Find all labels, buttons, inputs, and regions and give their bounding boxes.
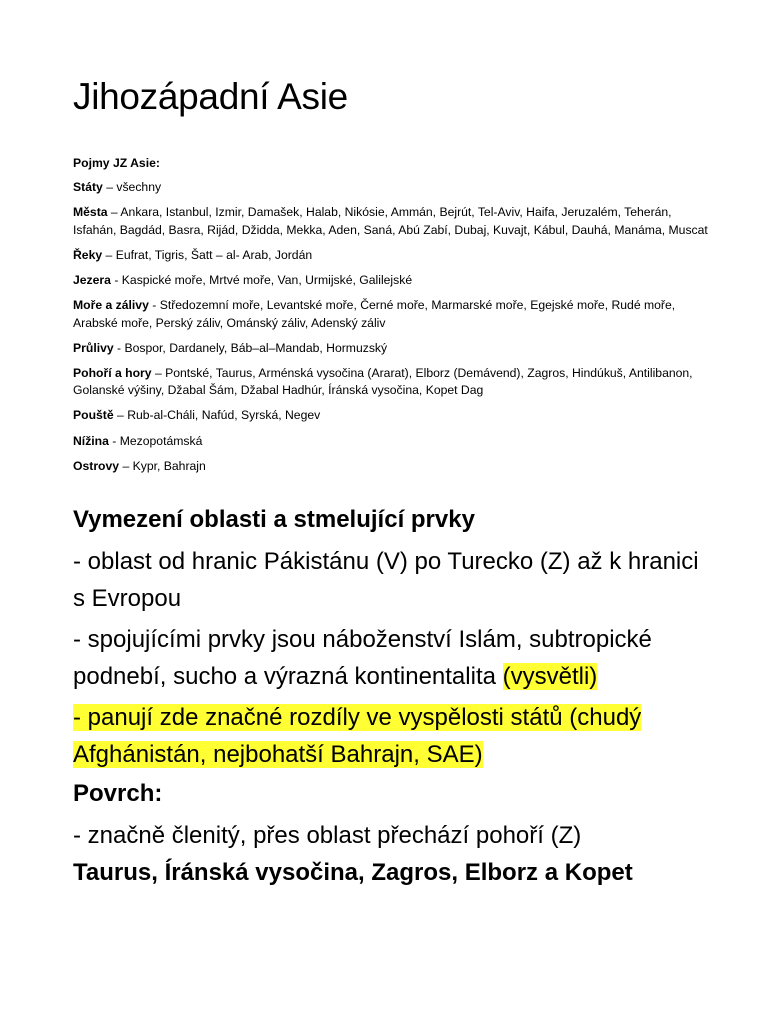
term-label: Státy xyxy=(73,180,103,194)
highlight-rozdily: - panují zde značné rozdíly ve vyspělosti států (chudý Afghánistán, nejbohatší Bahrajn, SAE) xyxy=(73,704,642,768)
term-mesta xyxy=(73,204,708,239)
paragraph-bold-mountains: Taurus, Íránská vysočina, Zagros, Elborz a Kopet xyxy=(73,859,633,886)
term-pouste xyxy=(73,407,708,425)
paragraph-oblast: - oblast od hranic Pákistánu (V) po Turecko (Z) až k hranici s Evropou xyxy=(73,548,699,612)
term-ostrovy xyxy=(73,458,708,476)
term-pruliv xyxy=(73,340,708,358)
term-text: – Eufrat, Tigris, Šatt – al- Arab, Jordán xyxy=(102,247,313,262)
term-text: – Kypr, Bahrajn xyxy=(119,458,206,473)
term-text: - Kaspické moře, Mrtvé moře, Van, Urmijské, Galilejské xyxy=(110,272,413,287)
term-label: Ostrovy xyxy=(73,458,120,473)
term-label: Řeky xyxy=(73,247,103,262)
term-label: Nížina xyxy=(73,433,109,448)
paragraph-text: - značně členitý, přes oblast přechází pohoří (Z) xyxy=(73,822,582,849)
term-jezera xyxy=(73,272,708,290)
term-label: Města xyxy=(73,205,108,220)
term-label: Průlivy xyxy=(73,340,114,355)
term-more xyxy=(73,297,708,332)
term-label: Pohoří a hory xyxy=(73,365,152,380)
term-staty xyxy=(73,179,708,197)
term-label: Jezera xyxy=(73,272,111,287)
term-text: – Ankara, Istanbul, Izmir, Damašek, Halab, Nikósie, Ammán, Bejrút, Tel-Aviv, Haifa, Jeruzalém, Teherán, Isfahán, Bagdád, Basra, Rijád, Džidda, Mekka, Aden, Saná, Abú Zabí, Dubaj, Kuvajt, Kábul, Dauhá, Manáma, Muscat xyxy=(73,205,708,237)
term-reky xyxy=(73,247,708,265)
paragraph-rozdily xyxy=(73,699,708,773)
page-title: Jihozápadní Asie xyxy=(73,76,348,117)
term-text: - Bospor, Dardanely, Báb–al–Mandab, Hormuzský xyxy=(113,340,388,355)
term-text: – Rub-al-Cháli, Nafúd, Syrská, Negev xyxy=(113,408,321,423)
terms-list xyxy=(73,179,708,483)
terms-heading: Pojmy JZ Asie: xyxy=(73,156,160,170)
term-text: – všechny xyxy=(102,180,162,194)
section-heading-povrch: Povrch: xyxy=(73,780,163,807)
term-label: Moře a zálivy xyxy=(73,297,149,312)
section-heading-vymezeni: Vymezení oblasti a stmelující prvky xyxy=(73,506,475,533)
term-text: - Mezopotámská xyxy=(108,433,203,448)
term-pohori xyxy=(73,365,708,400)
term-text: – Pontské, Taurus, Arménská vysočina (Ararat), Elborz (Demávend), Zagros, Hindúkuš, Antilibanon, Golanské výšiny, Džabal Šám, Džabal Hadhúr, Íránská vysočina, Kopet Dag xyxy=(73,365,693,398)
term-label: Pouště xyxy=(73,408,114,423)
term-text: - Středozemní moře, Levantské moře, Černé moře, Marmarské moře, Egejské moře, Rudé moře, Arabské moře, Perský záliv, Ománský záliv, Adenský záliv xyxy=(73,297,676,330)
highlight-vysvetli: (vysvětli) xyxy=(502,663,598,690)
term-nizina xyxy=(73,433,708,451)
paragraph-text: - spojujícími prvky jsou náboženství Islám, subtropické podnebí, sucho a výrazná kontinentalita xyxy=(73,626,652,690)
paragraph-prvky xyxy=(73,621,708,695)
paragraph-povrch xyxy=(73,817,708,891)
main-content xyxy=(73,503,708,895)
